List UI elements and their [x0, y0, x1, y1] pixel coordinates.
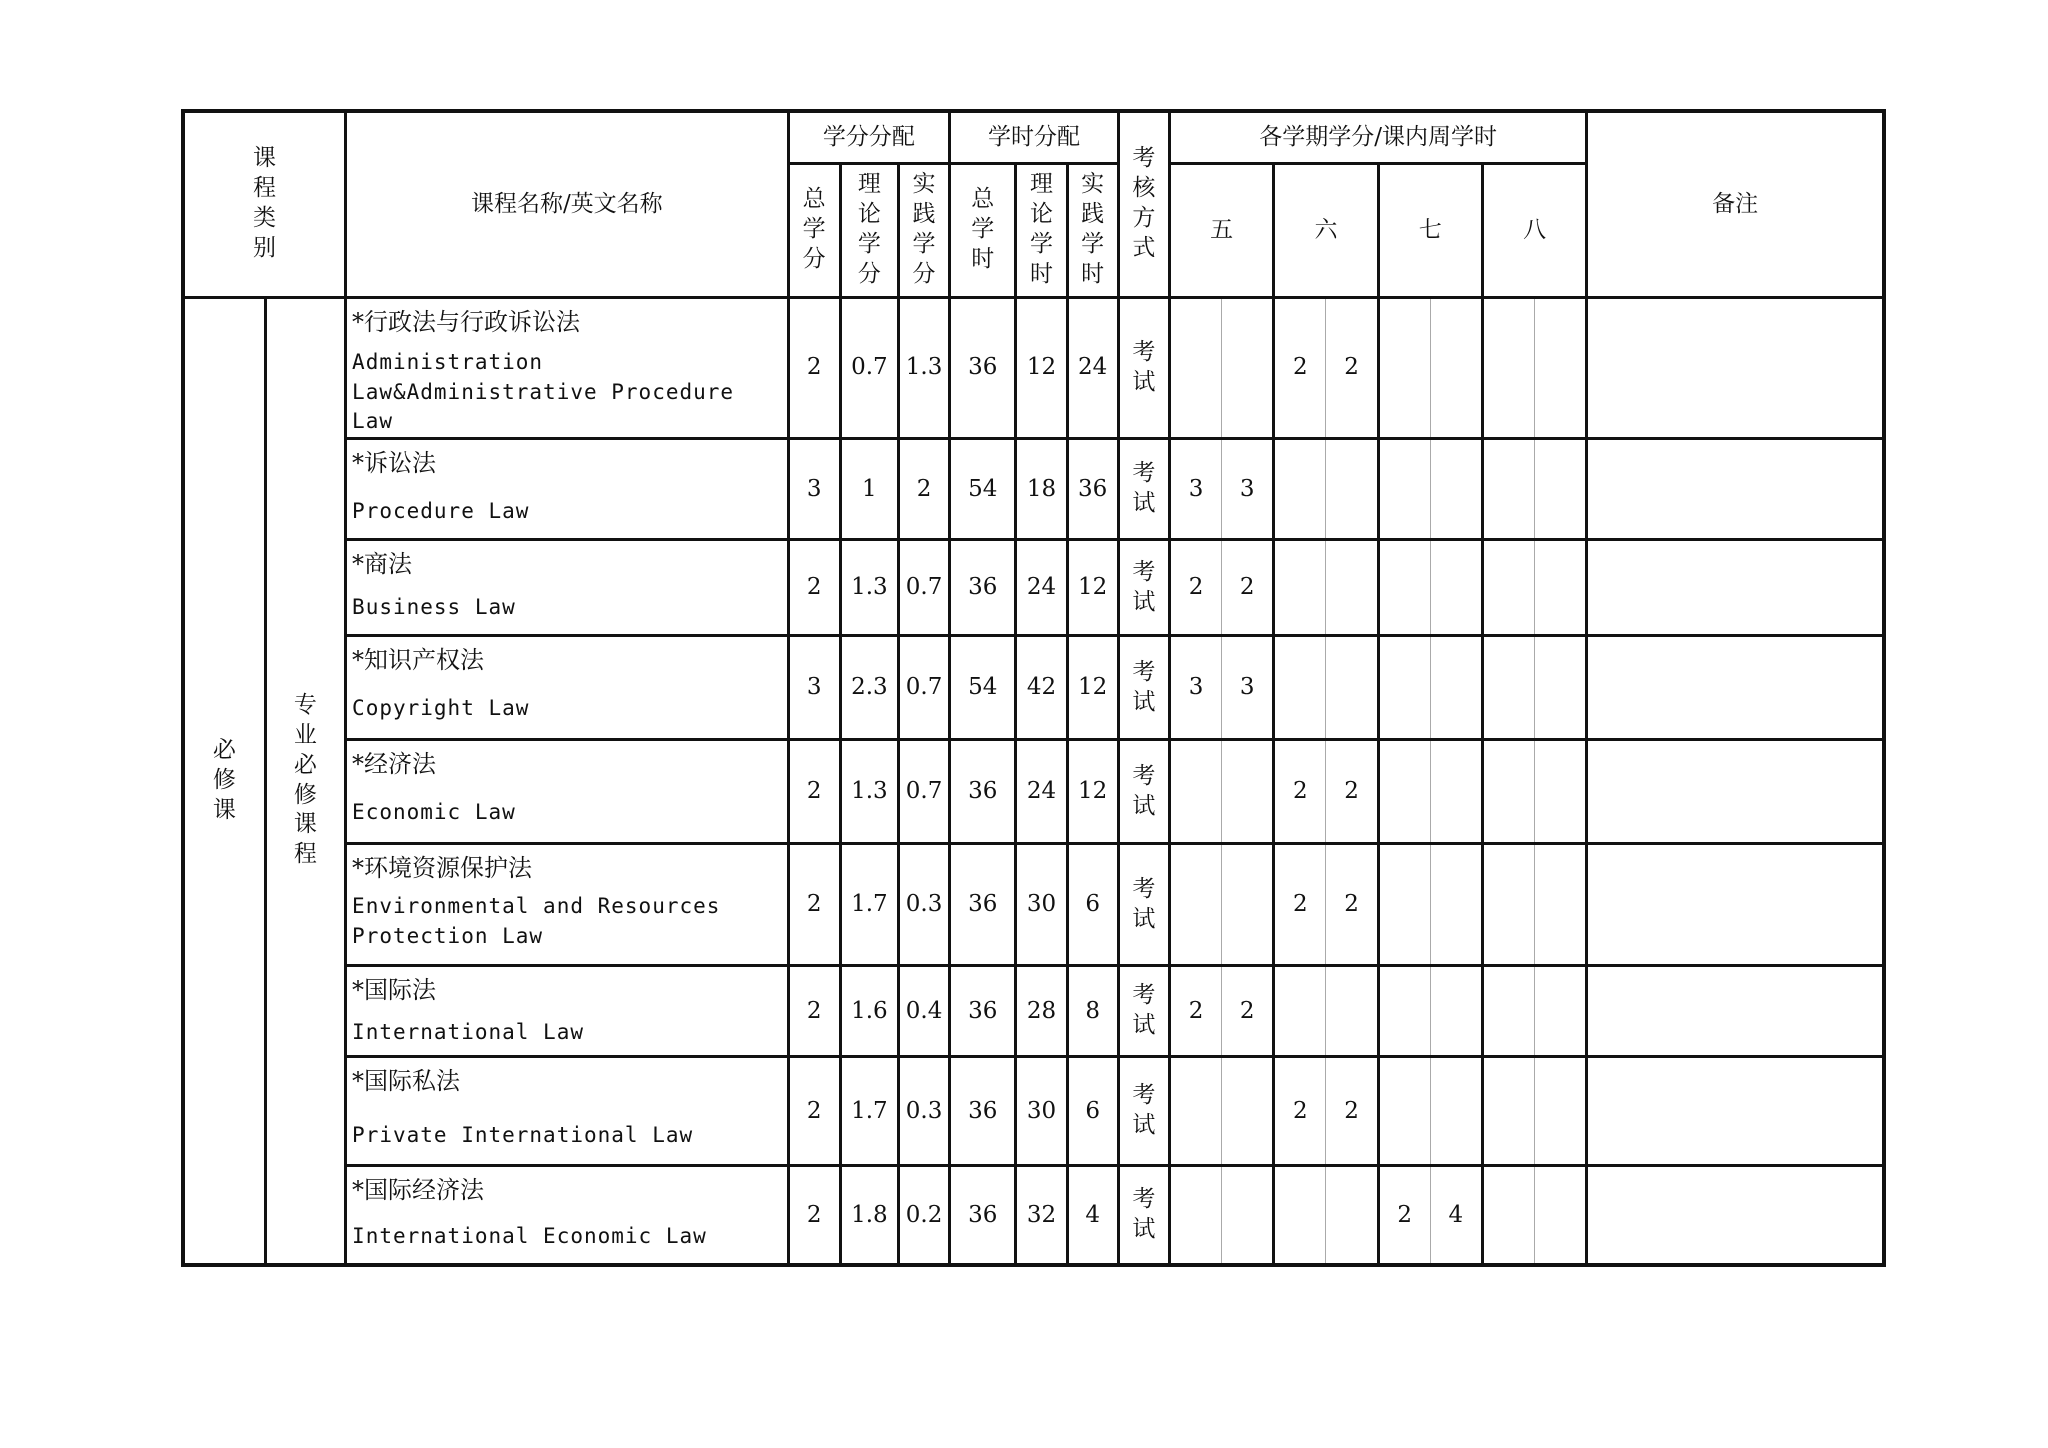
assessment: 考试	[1118, 740, 1169, 844]
total-credit: 2	[788, 297, 840, 439]
semester-8-hours	[1535, 439, 1587, 540]
semester-7-credit	[1378, 636, 1430, 740]
semester-5-hours: 2	[1222, 966, 1274, 1057]
table-body	[183, 297, 1884, 1265]
semester-7-credit	[1378, 740, 1430, 844]
course-name-en: Private International Law	[352, 1123, 694, 1148]
semester-7-hours	[1430, 636, 1482, 740]
table-row	[183, 297, 1884, 439]
table-row	[183, 740, 1884, 844]
total-credit: 2	[788, 844, 840, 966]
assessment: 考试	[1118, 297, 1169, 439]
semester-5-credit: 3	[1169, 636, 1221, 740]
header-total-hours: 总学时	[950, 163, 1016, 297]
course-name-cn: *知识产权法	[352, 646, 485, 675]
header-credit-allocation: 学分分配	[788, 111, 950, 163]
semester-5-hours	[1222, 297, 1274, 439]
course-name-en: Environmental and Resources Protection Law	[352, 894, 721, 949]
semester-6-hours: 2	[1326, 740, 1378, 844]
practice-hours: 6	[1067, 1057, 1118, 1166]
semester-6-hours: 2	[1326, 297, 1378, 439]
semester-8-hours	[1535, 540, 1587, 636]
practice-credit: 0.4	[898, 966, 949, 1057]
semester-8-hours	[1535, 966, 1587, 1057]
course-name-cn: *环境资源保护法	[352, 854, 533, 883]
semester-6-hours	[1326, 636, 1378, 740]
curriculum-table-container	[181, 109, 1886, 1267]
course-name-cn: *经济法	[352, 750, 437, 779]
header-theory-credit: 理论学分	[840, 163, 898, 297]
semester-6-credit: 2	[1274, 1057, 1326, 1166]
semester-5-hours	[1222, 844, 1274, 966]
practice-credit: 2	[898, 439, 949, 540]
theory-hours: 32	[1016, 1166, 1067, 1265]
theory-credit: 1.3	[840, 540, 898, 636]
semester-6-credit	[1274, 540, 1326, 636]
course-name-cell	[346, 636, 789, 740]
semester-7-credit	[1378, 1057, 1430, 1166]
semester-8-hours	[1535, 1057, 1587, 1166]
total-hours: 54	[950, 439, 1016, 540]
practice-credit: 0.7	[898, 740, 949, 844]
semester-7-hours	[1430, 540, 1482, 636]
semester-6-hours	[1326, 1166, 1378, 1265]
practice-credit: 1.3	[898, 297, 949, 439]
header-semester-5: 五	[1169, 163, 1273, 297]
total-credit: 2	[788, 1057, 840, 1166]
course-name-cell	[346, 844, 789, 966]
practice-credit: 0.3	[898, 1057, 949, 1166]
course-name-cn: *行政法与行政诉讼法	[352, 307, 581, 336]
header-remarks: 备注	[1587, 111, 1884, 297]
practice-hours: 36	[1067, 439, 1118, 540]
semester-7-credit	[1378, 966, 1430, 1057]
semester-8-hours	[1535, 297, 1587, 439]
semester-5-credit	[1169, 1057, 1221, 1166]
semester-8-credit	[1482, 636, 1534, 740]
practice-hours: 12	[1067, 740, 1118, 844]
header-course-name: 课程名称/英文名称	[346, 111, 789, 297]
curriculum-table	[181, 109, 1886, 1267]
table-row	[183, 1057, 1884, 1166]
remarks-cell	[1587, 439, 1884, 540]
semester-7-credit: 2	[1378, 1166, 1430, 1265]
semester-7-credit	[1378, 439, 1430, 540]
theory-credit: 1.7	[840, 844, 898, 966]
course-name-cell	[346, 1057, 789, 1166]
total-hours: 54	[950, 636, 1016, 740]
semester-5-credit	[1169, 1166, 1221, 1265]
course-name-cell	[346, 966, 789, 1057]
theory-hours: 24	[1016, 740, 1067, 844]
semester-7-hours	[1430, 966, 1482, 1057]
table-row	[183, 636, 1884, 740]
course-name-cell	[346, 740, 789, 844]
total-hours: 36	[950, 297, 1016, 439]
header-assessment: 考核方式	[1118, 111, 1169, 297]
remarks-cell	[1587, 297, 1884, 439]
semester-6-hours: 2	[1326, 844, 1378, 966]
semester-5-credit	[1169, 297, 1221, 439]
practice-hours: 12	[1067, 540, 1118, 636]
semester-5-hours: 2	[1222, 540, 1274, 636]
remarks-cell	[1587, 740, 1884, 844]
theory-hours: 28	[1016, 966, 1067, 1057]
course-name-en: International Economic Law	[352, 1224, 707, 1249]
semester-6-hours	[1326, 540, 1378, 636]
semester-8-hours	[1535, 636, 1587, 740]
table-row	[183, 966, 1884, 1057]
theory-credit: 2.3	[840, 636, 898, 740]
category-sub: 专业必修课程	[265, 297, 345, 1265]
remarks-cell	[1587, 540, 1884, 636]
total-credit: 2	[788, 540, 840, 636]
table-row	[183, 844, 1884, 966]
course-name-cell	[346, 540, 789, 636]
total-hours: 36	[950, 1057, 1016, 1166]
total-hours: 36	[950, 1166, 1016, 1265]
total-hours: 36	[950, 540, 1016, 636]
semester-5-hours: 3	[1222, 636, 1274, 740]
semester-5-credit: 3	[1169, 439, 1221, 540]
theory-hours: 30	[1016, 1057, 1067, 1166]
theory-credit: 1.3	[840, 740, 898, 844]
header-total-credit: 总学分	[788, 163, 840, 297]
header-practice-hours: 实践学时	[1067, 163, 1118, 297]
practice-credit: 0.3	[898, 844, 949, 966]
table-row	[183, 439, 1884, 540]
course-name-cell	[346, 1166, 789, 1265]
practice-hours: 12	[1067, 636, 1118, 740]
semester-5-hours	[1222, 740, 1274, 844]
semester-8-hours	[1535, 844, 1587, 966]
theory-credit: 1.7	[840, 1057, 898, 1166]
header-practice-credit: 实践学分	[898, 163, 949, 297]
semester-5-credit: 2	[1169, 540, 1221, 636]
semester-6-credit	[1274, 966, 1326, 1057]
theory-credit: 1.6	[840, 966, 898, 1057]
course-name-en: Business Law	[352, 595, 516, 620]
course-name-en: Copyright Law	[352, 696, 530, 721]
theory-credit: 1.8	[840, 1166, 898, 1265]
course-name-cn: *商法	[352, 550, 413, 579]
semester-7-hours	[1430, 297, 1482, 439]
semester-8-credit	[1482, 740, 1534, 844]
course-name-cn: *诉讼法	[352, 449, 437, 478]
course-name-cell	[346, 297, 789, 439]
header-category: 课程类别	[183, 111, 346, 297]
semester-6-credit: 2	[1274, 740, 1326, 844]
semester-8-credit	[1482, 1166, 1534, 1265]
theory-hours: 30	[1016, 844, 1067, 966]
total-credit: 2	[788, 1166, 840, 1265]
total-credit: 3	[788, 636, 840, 740]
practice-hours: 8	[1067, 966, 1118, 1057]
header-semester-group: 各学期学分/课内周学时	[1169, 111, 1586, 163]
assessment: 考试	[1118, 1166, 1169, 1265]
semester-5-credit: 2	[1169, 966, 1221, 1057]
remarks-cell	[1587, 1057, 1884, 1166]
assessment: 考试	[1118, 1057, 1169, 1166]
course-name-en: International Law	[352, 1020, 584, 1045]
semester-8-hours	[1535, 740, 1587, 844]
course-name-en: Procedure Law	[352, 499, 530, 524]
total-hours: 36	[950, 966, 1016, 1057]
semester-6-credit: 2	[1274, 844, 1326, 966]
remarks-cell	[1587, 636, 1884, 740]
course-name-cn: *国际私法	[352, 1067, 461, 1096]
semester-8-credit	[1482, 297, 1534, 439]
semester-6-credit	[1274, 636, 1326, 740]
semester-5-credit	[1169, 740, 1221, 844]
total-hours: 36	[950, 740, 1016, 844]
header-semester-8: 八	[1482, 163, 1586, 297]
header-semester-7: 七	[1378, 163, 1482, 297]
practice-hours: 24	[1067, 297, 1118, 439]
semester-7-hours	[1430, 439, 1482, 540]
semester-5-hours	[1222, 1057, 1274, 1166]
semester-5-hours: 3	[1222, 439, 1274, 540]
theory-hours: 12	[1016, 297, 1067, 439]
semester-8-credit	[1482, 1057, 1534, 1166]
semester-6-hours	[1326, 439, 1378, 540]
practice-credit: 0.2	[898, 1166, 949, 1265]
semester-8-credit	[1482, 439, 1534, 540]
course-name-cn: *国际法	[352, 976, 437, 1005]
theory-hours: 42	[1016, 636, 1067, 740]
semester-8-credit	[1482, 844, 1534, 966]
practice-hours: 6	[1067, 844, 1118, 966]
semester-7-hours: 4	[1430, 1166, 1482, 1265]
remarks-cell	[1587, 1166, 1884, 1265]
total-hours: 36	[950, 844, 1016, 966]
practice-credit: 0.7	[898, 540, 949, 636]
semester-7-hours	[1430, 740, 1482, 844]
assessment: 考试	[1118, 439, 1169, 540]
theory-hours: 18	[1016, 439, 1067, 540]
semester-6-credit: 2	[1274, 297, 1326, 439]
semester-5-hours	[1222, 1166, 1274, 1265]
total-credit: 3	[788, 439, 840, 540]
semester-7-credit	[1378, 297, 1430, 439]
theory-credit: 0.7	[840, 297, 898, 439]
category-main: 必修课	[183, 297, 265, 1265]
course-name-en: Administration Law&Administrative Procedure Law	[352, 349, 735, 434]
assessment: 考试	[1118, 966, 1169, 1057]
course-name-en: Economic Law	[352, 800, 516, 825]
remarks-cell	[1587, 844, 1884, 966]
semester-8-credit	[1482, 540, 1534, 636]
semester-8-hours	[1535, 1166, 1587, 1265]
semester-7-hours	[1430, 1057, 1482, 1166]
remarks-cell	[1587, 966, 1884, 1057]
semester-6-hours	[1326, 966, 1378, 1057]
semester-6-credit	[1274, 1166, 1326, 1265]
semester-7-credit	[1378, 540, 1430, 636]
assessment: 考试	[1118, 844, 1169, 966]
total-credit: 2	[788, 740, 840, 844]
semester-5-credit	[1169, 844, 1221, 966]
theory-hours: 24	[1016, 540, 1067, 636]
theory-credit: 1	[840, 439, 898, 540]
header-semester-6: 六	[1274, 163, 1378, 297]
semester-8-credit	[1482, 966, 1534, 1057]
header-hours-allocation: 学时分配	[950, 111, 1119, 163]
assessment: 考试	[1118, 540, 1169, 636]
total-credit: 2	[788, 966, 840, 1057]
assessment: 考试	[1118, 636, 1169, 740]
table-row	[183, 1166, 1884, 1265]
table-row	[183, 540, 1884, 636]
semester-7-credit	[1378, 844, 1430, 966]
course-name-cell	[346, 439, 789, 540]
practice-hours: 4	[1067, 1166, 1118, 1265]
semester-6-credit	[1274, 439, 1326, 540]
header-theory-hours: 理论学时	[1016, 163, 1067, 297]
semester-6-hours: 2	[1326, 1057, 1378, 1166]
semester-7-hours	[1430, 844, 1482, 966]
course-name-cn: *国际经济法	[352, 1176, 485, 1205]
practice-credit: 0.7	[898, 636, 949, 740]
